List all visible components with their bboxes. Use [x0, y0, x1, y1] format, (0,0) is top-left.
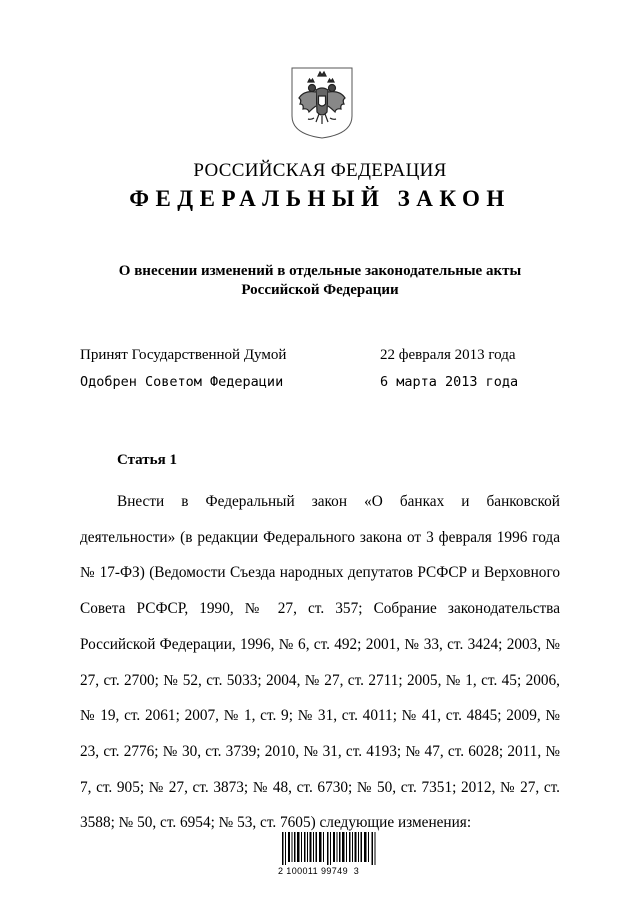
article-body: Внести в Федеральный закон «О банках и банковской деятельности» (в редакции Федерального закона от 3 февраля 1996 года № 17-ФЗ) (Ведомости Съезда народных депутатов РСФСР и Верховного Совета РСФСР, 1990, № 27, ст. 357; Собрание законодательства Российской Федерации, 1996, № 6, ст. 492; 2001, № 33, ст. 3424; 2003, № 27, ст. 2700; № 52, ст. 5033; 2004, № 27, ст. 2711; 2005, № 1, ст. 45; 2006, № 19, ст. 2061; 2007, № 1, ст. 9; № 31, ст. 4011; № 41, ст. 4845; 2009, № 23, ст. 2776; № 30, ст. 3739; 2010, № 31, ст. 4193; № 47, ст. 6028; 2011, № 7, ст. 905; № 27, ст. 3873; № 48, ст. 6730; № 50, ст. 7351; 2012, № 27, ст. 3588; № 50, ст. 6954; № 53, ст. 7605) следующие изменения:	[80, 493, 560, 832]
law-subject	[0, 262, 640, 300]
law-subject-line1: О внесении изменений в отдельные законодательные акты	[118, 263, 522, 279]
duma-adoption-label: Принят Государственной Думой	[80, 347, 287, 363]
document-type: ФЕДЕРАЛЬНЫЙ ЗАКОН	[129, 186, 511, 211]
country-name: РОССИЙСКАЯ ФЕДЕРАЦИЯ	[193, 160, 447, 181]
duma-adoption-date: 22 февраля 2013 года	[380, 347, 516, 363]
barcode	[282, 832, 376, 865]
article-heading: Статья 1	[117, 452, 177, 468]
council-approval-label: Одобрен Советом Федерации	[80, 374, 284, 390]
barcode-number: 2 100011 99749 3	[278, 866, 360, 876]
russian-double-headed-eagle-icon	[290, 66, 354, 140]
state-emblem	[290, 66, 354, 140]
law-subject-line2: Российской Федерации	[241, 282, 399, 298]
council-approval-date: 6 марта 2013 года	[380, 374, 519, 390]
